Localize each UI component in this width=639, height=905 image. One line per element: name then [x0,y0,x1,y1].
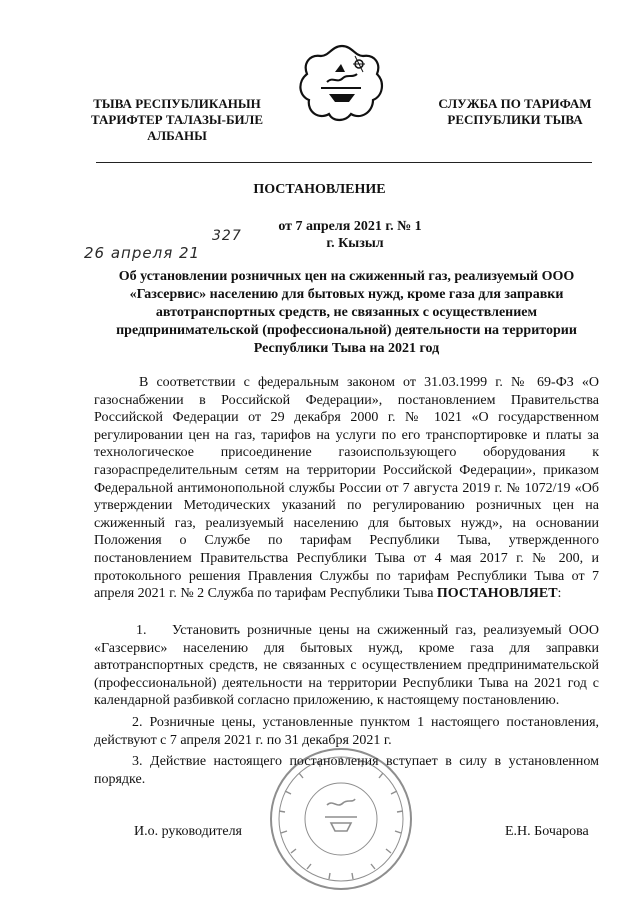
decree-item [94,622,599,710]
decree-item-text: Действие настоящего постановления вступает в силу в установленном порядке. [94,754,599,787]
decree-word: ПОСТАНОВЛЯЕТ [436,586,558,602]
header-divider [96,162,592,163]
decree-colon: : [557,586,562,602]
handwritten-registration-number: 327 [212,228,242,244]
signatory-position: И.о. руководителя [134,824,243,839]
decree-item-number: 2. [132,714,143,730]
header-left-line-3: АЛБАНЫ [147,128,207,143]
header-right-line-1: СЛУЖБА ПО ТАРИФАМ [438,96,592,111]
tuva-coat-of-arms-icon [297,42,387,124]
header-right-organization [420,96,610,128]
decree-item-text: Розничные цены, установленные пунктом 1 настоящего постановления, действуют с 7 апреля 2021 г. по 31 декабря 2021 г. [94,714,600,748]
header-right-line-2: РЕСПУБЛИКИ ТЫВА [447,112,583,127]
document-date-number: от 7 апреля 2021 г. № 1 [278,219,422,234]
document-city: г. Кызыл [326,236,384,251]
decree-item-number: 1. [136,623,147,638]
header-left-line-2: ТАРИФТЕР ТАЛАЗЫ-БИЛЕ [90,112,264,127]
official-round-seal-icon [267,745,415,893]
document-subject: Об установлении розничных цен на сжиженный газ, реализуемый ООО «Газсервис» населению для бытовых нужд, кроме газа для заправки автотранспортных средств, не связанных с осуществлением предпринимательской (профессиональной) деятельности на территории Республики Тыва на 2021 год [116,269,577,356]
header-left-organization [62,96,292,144]
document-title: ПОСТАНОВЛЕНИЕ [253,182,386,197]
handwritten-registration-date: 26 апреля 21 [84,244,201,262]
decree-item-number: 3. [132,754,143,770]
header-left-line-1: ТЫВА РЕСПУБЛИКАНЫН [93,96,261,111]
decree-item-text: Установить розничные цены на сжиженный газ, реализуемый ООО «Газсервис» населению для бытовых нужд, кроме газа для заправки автотранспортных средств, не связанных с осуществлением предпринимательской (профессиональной) деятельности на территории Республики Тыва на 2021 год с календарной разбивкой согласно приложению, к настоящему постановлению. [94,623,599,709]
decree-item [94,714,599,749]
preamble-text: В соответствии с федеральным законом от 31.03.1999 г. № 69-ФЗ «О газоснабжении в Российской Федерации», постановлением Правительства Российской Федерации от 29 декабря 2000 г. № 1021 «О государственном регулировании цен на газ, тарифов на услуги по его транспортировке и платы за технологическое присоединение газоиспользующего оборудования к газораспределительным сетям на территории Российской Федерации», приказом Федеральной антимонопольной службы России от 7 августа 2019 г. № 1072/19 «Об утверждении Методических указаний по регулированию розничных цен на сжиженный газ, реализуемый населению для бытовых нужд», на основании Положения о Службе по тарифам Республики Тыва, утвержденного постановлением Правительства Республики Тыва от 4 мая 2017 г. № 200, и протокольного решения Правления Службы по тарифам Республики Тыва от 7 апреля 2021 г. № 2 Служба по тарифам Республики Тыва [94,375,599,602]
signatory-name: Е.Н. Бочарова [505,824,589,839]
preamble [94,374,599,603]
